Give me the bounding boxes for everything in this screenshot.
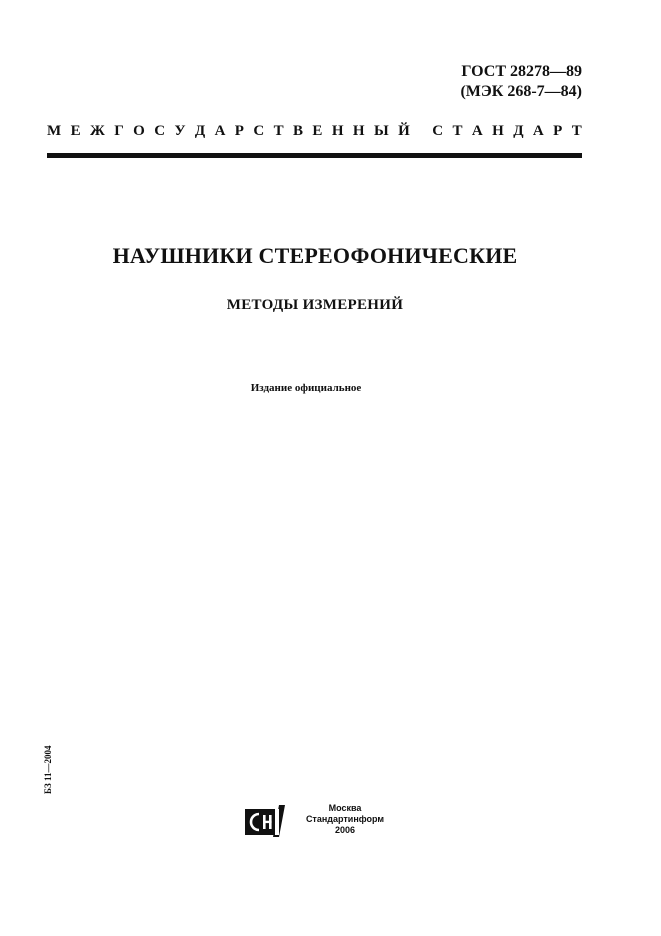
category-letter: Т — [452, 123, 463, 139]
category-gap — [419, 123, 423, 140]
category-letter: А — [214, 123, 226, 139]
category-letter: Н — [492, 123, 504, 139]
category-letter: С — [253, 123, 265, 139]
category-letter: Т — [273, 123, 284, 139]
category-letter: В — [293, 123, 304, 139]
category-letter: С — [432, 123, 444, 139]
iec-reference: (МЭК 268-7—84) — [460, 83, 582, 100]
publisher-year: 2006 — [334, 825, 356, 835]
publisher-city: Москва — [328, 803, 362, 813]
heading-divider — [47, 153, 582, 158]
standard-number: ГОСТ 28278—89 — [461, 63, 582, 80]
category-letter: М — [47, 123, 62, 139]
publisher-name: Стандартинформ — [305, 814, 385, 824]
document-subtitle: МЕТОДЫ ИЗМЕРЕНИЙ — [226, 297, 404, 313]
category-letter: Ы — [373, 123, 389, 139]
category-letter: Д — [513, 123, 524, 139]
category-letter: Е — [312, 123, 323, 139]
edition-note: Издание официальное — [250, 382, 362, 394]
category-letter: Г — [114, 123, 124, 139]
document-title: НАУШНИКИ СТЕРЕОФОНИЧЕСКИЕ — [112, 243, 518, 268]
publisher-imprint — [300, 803, 390, 836]
category-letter: Е — [70, 123, 81, 139]
category-letter: Й — [398, 123, 410, 139]
category-letter: Р — [234, 123, 244, 139]
category-letter: Н — [331, 123, 344, 139]
standard-number-block — [460, 62, 582, 102]
category-letter: С — [154, 123, 166, 139]
category-letter: У — [174, 123, 186, 139]
category-letter: Н — [352, 123, 365, 139]
standartinform-logo-icon — [245, 805, 285, 837]
category-letter: О — [133, 123, 145, 139]
category-letter: Р — [553, 123, 563, 139]
category-letter: А — [532, 123, 544, 139]
category-letters — [47, 123, 582, 140]
category-letter: Ж — [89, 123, 105, 139]
category-letter: А — [471, 123, 483, 139]
category-letter: Д — [194, 123, 206, 139]
category-heading — [47, 123, 582, 140]
category-letter: Т — [571, 123, 582, 139]
side-code: БЗ 11—2004 — [43, 745, 53, 794]
